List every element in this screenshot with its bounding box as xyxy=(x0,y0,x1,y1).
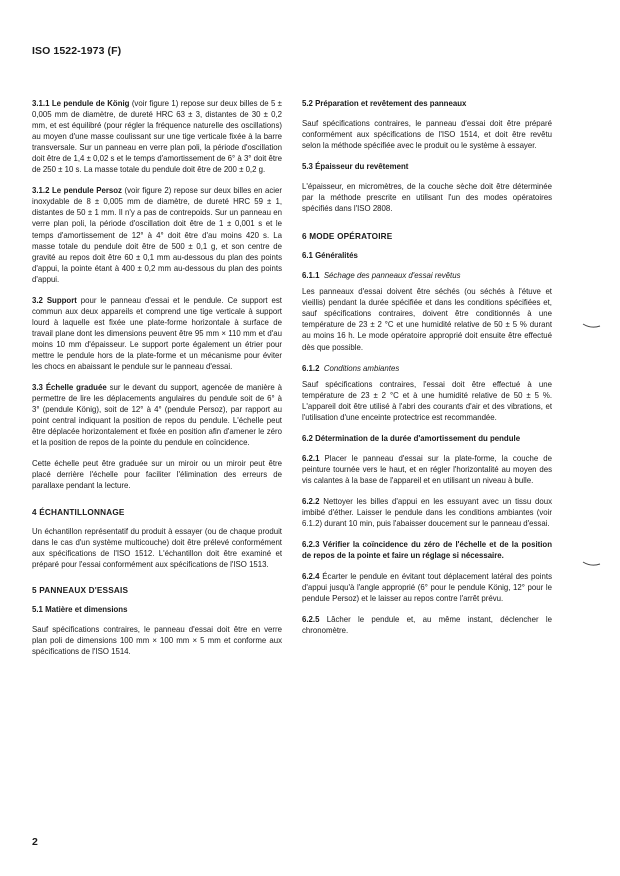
clause-title: Le pendule Persoz xyxy=(51,186,122,196)
paragraph-6-2-2 xyxy=(302,496,552,529)
paragraph-3-3 xyxy=(32,382,282,448)
clause-title: Support xyxy=(46,295,77,305)
paragraph-5-3: L'épaisseur, en micromètres, de la couche sèche doit être déterminée par la méthode prescrite en utilisant l'un des modes opératoires spécifiés dans l'ISO 2808. xyxy=(302,182,552,214)
paragraph-6-2-3 xyxy=(302,539,552,561)
clause-body: pour le panneau d'essai et le pendule. Ce support est commun aux deux appareils et comprend une tige verticale à support lourd à laquelle est fixée une plate-forme horizontale à surface de travail plane dont les dimensions peuvent être 95 mm × 110 mm et d'au moins 10 mm d'épaisseur. Le support porte également un étrier pour mettre le pendule hors de la plate-forme et un mécanisme pour éviter les chocs en abaissant le pendule sur le panneau d'essai. xyxy=(32,295,282,372)
clause-body: Placer le panneau d'essai sur la plate-forme, la couche de peinture tournée vers le haut, et en régler l'horizontalité au moyen des vis calantes à la base de l'appareil et en utilisant un niveau à bulle. xyxy=(302,453,552,485)
section-heading-4: 4 ÉCHANTILLONNAGE xyxy=(32,507,125,517)
clause-number: 3.2 xyxy=(32,295,43,305)
clause-number: 6.2.1 xyxy=(302,453,320,463)
clause-number: 3.3 xyxy=(32,383,43,393)
subsection-heading-6-2: 6.2 Détermination de la durée d'amortissement du pendule xyxy=(302,433,521,443)
clause-body: Lâcher le pendule et, au même instant, déclencher le chronomètre. xyxy=(302,615,552,636)
margin-tick-mark xyxy=(582,560,602,568)
paragraph-6-1-2: Sauf spécifications contraires, l'essai doit être effectué à une température de 23 ± 2 °C et à une humidité relative de 50 ± 5 %. L'appareil doit être utilisé à l'abri des courants d'air et des vibrations, et l'utilisation d'une enceinte protectrice est recommandée. xyxy=(302,379,552,422)
document-header: ISO 1522-1973 (F) xyxy=(32,45,122,57)
clause-body: Nettoyer les billes d'appui en les essuyant avec un tissu doux imbibé d'éther. Laisser le pendule dans les conditions ambiantes (voir 6.1.2) durant 10 min, puis l'abaisser doucement sur le panneau d'essai. xyxy=(302,496,552,528)
clause-number: 6.2.3 xyxy=(302,540,320,550)
subsection-heading-6-1-1 xyxy=(302,270,552,281)
paragraph-6-2-4 xyxy=(302,571,552,604)
clause-title: Séchage des panneaux d'essai revêtus xyxy=(323,271,461,281)
section-heading-5: 5 PANNEAUX D'ESSAIS xyxy=(32,585,129,595)
clause-number: 6.1.2 xyxy=(302,363,320,373)
clause-title: Échelle graduée xyxy=(45,383,107,393)
subsection-heading-5-1: 5.1 Matière et dimensions xyxy=(32,604,128,614)
clause-number: 3.1.2 xyxy=(32,186,50,196)
paragraph-3-3-extra: Cette échelle peut être graduée sur un miroir ou un miroir peut être placé derrière l'échelle pour faciliter l'élimination des erreurs de parallaxe pendant la lecture. xyxy=(32,459,282,491)
paragraph-3-1-2 xyxy=(32,185,282,284)
subsection-heading-5-2: 5.2 Préparation et revêtement des panneaux xyxy=(302,99,467,108)
page-number: 2 xyxy=(32,836,38,848)
clause-body: (voir figure 2) repose sur deux billes en acier inoxydable de 8 ± 0,005 mm de diamètre, de dureté HRC 59 ± 1, distantes de 50 ± 1 mm. Il n'y a pas de contrepoids. Sur un panneau en verre plan poli, la période d'oscillation doit être de 1 ± 0,001 s et le temps d'amortissement de 12° à 4° doit être d'au moins 420 s. La masse totale du pendule doit être de 500 ± 0,1 g, et son centre de gravité au repos doit être 60 ± 0,1 mm au-dessous du plan des points d'appui, la pointe étant à 400 ± 0,2 mm au-dessous du plan des points d'appui. xyxy=(32,186,283,284)
right-column xyxy=(302,98,552,646)
clause-body: (voir figure 1) repose sur deux billes de 5 ± 0,005 mm de diamètre, de dureté HRC 63 ± 3, distantes de 30 ± 0,2 mm, et est équilibré (pour régler la fréquence naturelle des oscillations) au moyen d'une masse coulissant sur une tige verticale fixée à la barre transversale. Sur un panneau en verre plan poli, la période d'oscillation doit être de 1,4 ± 0,02 s et le temps d'amortissement de 6° à 3° doit être de 250 ± 10 s. La masse totale du pendule doit être de 200 ± 0,2 g. xyxy=(32,99,282,175)
section-heading-6: 6 MODE OPÉRATOIRE xyxy=(302,232,393,242)
clause-body: Vérifier la coïncidence du zéro de l'échelle et de la position de repos de la pointe et faire un réglage si nécessaire. xyxy=(302,540,552,561)
subsection-heading-5-3: 5.3 Épaisseur du revêtement xyxy=(302,162,409,172)
paragraph-4: Un échantillon représentatif du produit à essayer (ou de chaque produit dans le cas d'un système multicouche) doit être prélevé conformément aux spécifications de l'ISO 1512. L'échantillon doit être examiné et préparé pour l'essai conformément aux spécifications de l'ISO 1513. xyxy=(32,526,282,569)
subsection-heading-6-1-2 xyxy=(302,363,552,374)
clause-number: 6.2.5 xyxy=(302,615,320,625)
paragraph-5-1: Sauf spécifications contraires, le panneau d'essai doit être en verre plan poli de dimensions 100 mm × 100 mm × 5 mm et conforme aux spécifications de l'ISO 1514. xyxy=(32,624,282,656)
clause-number: 3.1.1 xyxy=(32,99,50,108)
clause-title: Le pendule de König xyxy=(51,99,130,108)
paragraph-6-2-5 xyxy=(302,614,552,636)
clause-number: 6.1.1 xyxy=(302,271,320,281)
paragraph-6-2-1 xyxy=(302,453,552,486)
paragraph-5-2: Sauf spécifications contraires, le panneau d'essai doit être préparé conformément aux spécifications de l'ISO 1514, et doit être revêtu selon la méthode spécifiée avec le produit ou le système à essayer. xyxy=(302,119,552,151)
paragraph-3-1-1 xyxy=(32,98,282,175)
left-column xyxy=(32,98,282,667)
clause-number: 6.2.4 xyxy=(302,572,320,582)
paragraph-3-2 xyxy=(32,295,282,372)
paragraph-6-1-1: Les panneaux d'essai doivent être séchés (ou séchés à l'étuve et vieillis) pendant la durée spécifiée et dans les conditions spécifiées et, sauf spécifications contraires, doivent être conditionnés à une température de 23 ± 2 °C et une humidité relative de 50 ± 5 % durant au moins 16 h. Le mode opératoire approprié doit ensuite être effectué dès que possible. xyxy=(302,287,552,352)
clause-number: 6.2.2 xyxy=(302,496,320,506)
margin-tick-mark xyxy=(582,322,602,330)
clause-body: sur le devant du support, agencée de manière à permettre de lire les déplacements angulaires du pendule soit de 6° à 3° (pendule König), soit de 12° à 4° (pendule Persoz), par rapport au point central indiquant la position de repos du pendule. L'échelle peut être déplacée horizontalement et fixée en position afin d'amener le zéro et la position de repos de la pointe du pendule en coïncidence. xyxy=(32,383,282,448)
clause-title: Conditions ambiantes xyxy=(323,363,400,373)
clause-body: Écarter le pendule en évitant tout déplacement latéral des points d'appui jusqu'à l'angle approprié (6° pour le pendule König, 12° pour le pendule Persoz) et le laisser au repos contre l'arrêt prévu. xyxy=(302,572,552,604)
subsection-heading-6-1: 6.1 Généralités xyxy=(302,251,358,261)
